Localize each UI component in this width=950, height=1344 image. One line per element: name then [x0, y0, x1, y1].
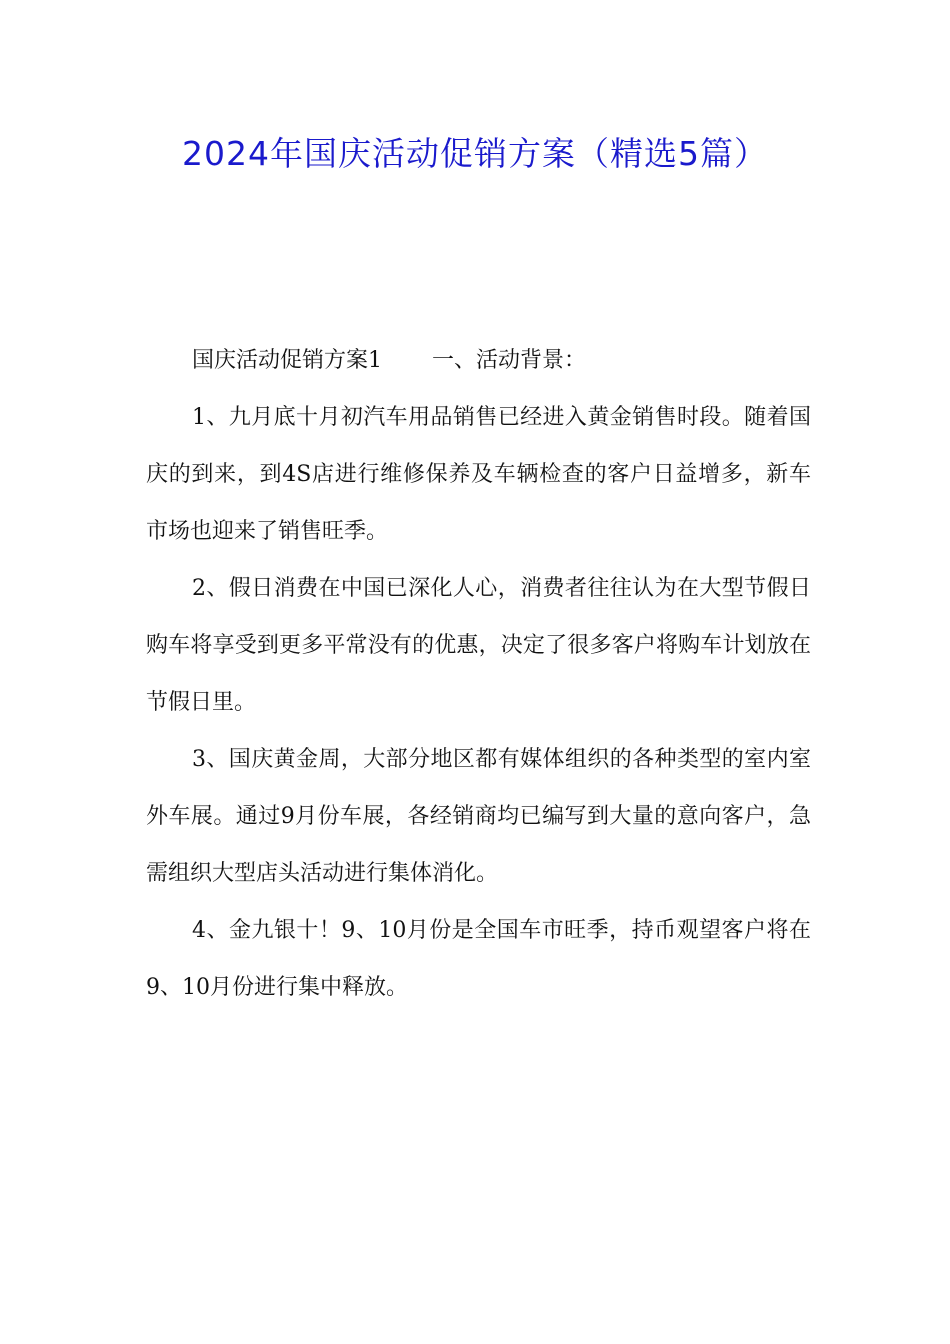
paragraph-4: 4、金九银十！9、10月份是全国车市旺季，持币观望客户将在9、10月份进行集中释放。 [146, 918, 811, 1000]
section-header-line [146, 332, 811, 389]
paragraph-1: 1、九月底十月初汽车用品销售已经进入黄金销售时段。随着国庆的到来，到4S店进行维修保养及车辆检查的客户日益增多，新车市场也迎来了销售旺季。 [146, 405, 811, 544]
document-title: 2024年国庆活动促销方案（精选5篇） [182, 134, 768, 173]
paragraph-3: 3、国庆黄金周，大部分地区都有媒体组织的各种类型的室内室外车展。通过9月份车展，各经销商均已编写到大量的意向客户，急需组织大型店头活动进行集体消化。 [146, 747, 811, 886]
document-body [146, 332, 811, 1016]
section-heading: 一、活动背景： [432, 348, 587, 373]
paragraph-2: 2、假日消费在中国已深化人心，消费者往往认为在大型节假日购车将享受到更多平常没有的优惠，决定了很多客户将购车计划放在节假日里。 [146, 576, 811, 715]
section-label: 国庆活动促销方案1 [192, 348, 382, 373]
